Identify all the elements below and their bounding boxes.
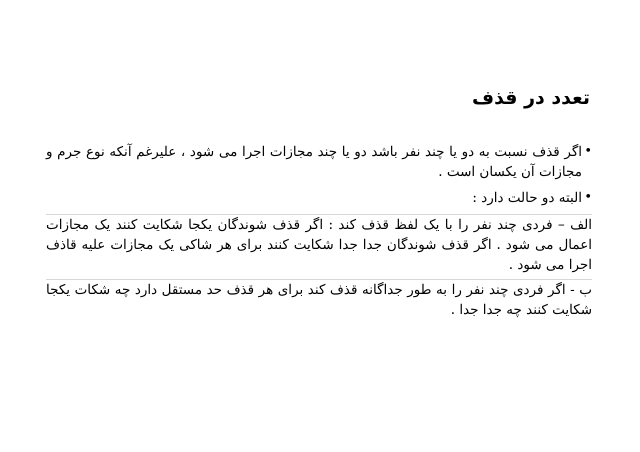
bullet-marker: •: [584, 144, 592, 159]
slide-content: [46, 142, 592, 320]
bullet-marker: •: [584, 190, 592, 205]
paragraph-alef: الف – فردی چند نفر را با یک لفظ قذف کند : اگر قذف شوندگان یکجا شکایت کنند یک مجازات اعمال می شود . اگر قذف شوندگان جدا جدا شکایت کنند برای هر شاکی یک مجازات علیه قاذف اجرا می شود .: [46, 214, 592, 275]
bullet-item-1: [46, 142, 592, 182]
slide-title: تعدد در قذف: [472, 87, 590, 109]
paragraph-be: ب - اگر فردی چند نفر را به طور جداگانه قذف کند برای هر قذف حد مستقل دارد چه شکات یکجا شکایت کنند چه جدا جدا .: [46, 279, 592, 320]
bullet-text: اگر قذف نسبت به دو یا چند نفر باشد دو یا چند مجازات اجرا می شود ، علیرغم آنکه نوع جرم و مجازات آن یکسان است .: [46, 144, 582, 180]
bullet-item-2: [46, 188, 592, 208]
bullet-text: البته دو حالت دارد :: [472, 190, 582, 206]
